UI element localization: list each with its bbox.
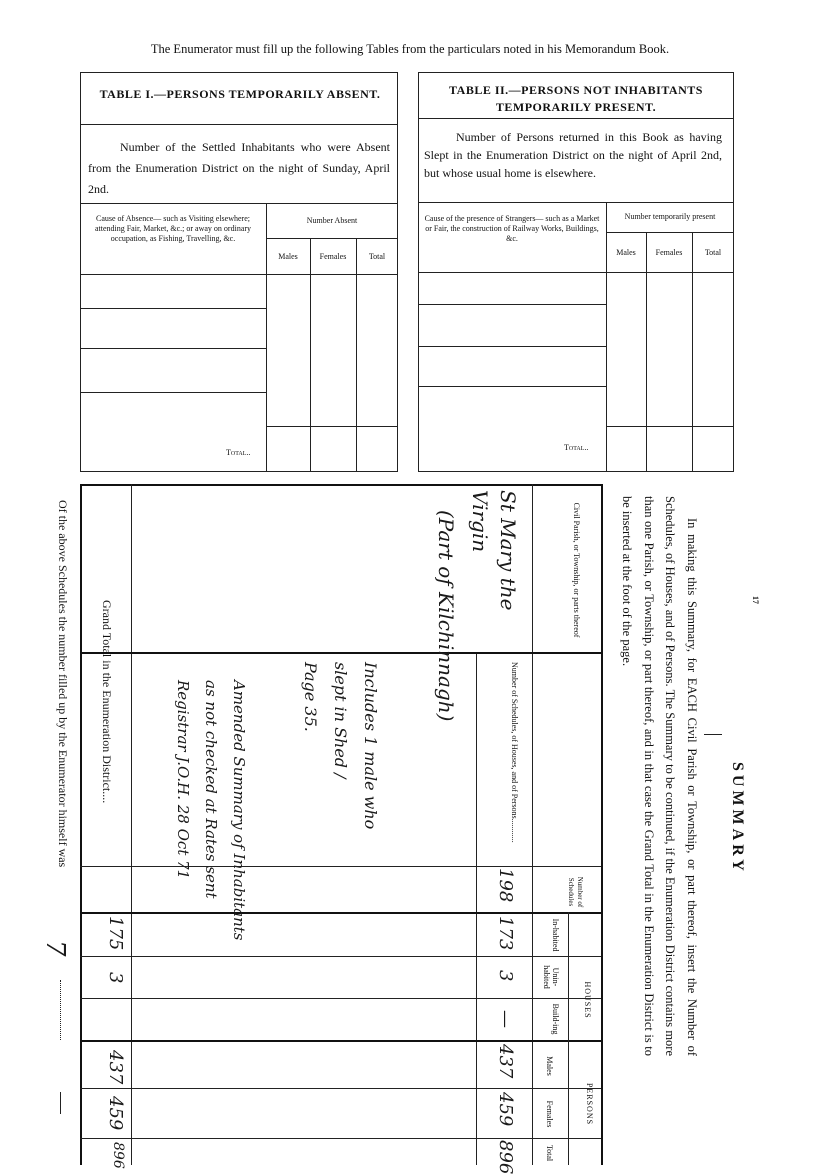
hw-parish-line1: St Mary the [496,490,520,611]
table2-description: Number of Persons returned in this Book as having Slept in the Enumeration District on the night of April 2nd, but whose usual home is elsewhere. [424,130,722,180]
table1-number-header: Number Absent [306,216,358,225]
footer-text: Of the above Schedules the number filled up by the Enumerator himself was [56,500,70,868]
header-uninhabited: Unin-habited [542,965,560,989]
hw-gt-total: 896 [110,1142,126,1169]
summary-instructions: In making this Summary, for EACH Civil Parish or Township, or part thereof, insert the Number of Schedules, of Houses, and of Persons. The Summary to be continued, if the Enumeration District contains more than one Parish, or Township, or part thereof, and in that case the Grand Total in the Enumeration District is to be inserted at the foot of the page. [620,496,699,1056]
hw-note6: Registrar J.O.H. 28 Oct 71 [174,680,192,880]
table1-col-females: Females [319,252,347,261]
hw-schedules: 198 [495,868,516,903]
hw-total: 896 [495,1140,516,1174]
table2-cause-header: Cause of the presence of Strangers— such as a Market or Fair, the construction of Railway Works, Buildings, &c. [424,214,600,243]
table1-box [80,72,398,472]
header-number-of: Number of Schedules, of Houses, and of Persons............ [510,662,519,843]
header-persons: PERSONS [585,1082,594,1126]
header-inhabited: In-habited [551,918,560,952]
header-total: Total [545,1144,554,1162]
hw-note5: as not checked at Rates sent [202,680,220,899]
table1-description: Number of the Settled Inhabitants who were Absent from the Enumeration District on the night of Sunday, April 2nd. [88,140,390,196]
hw-note4: Amended Summary of Inhabitants [230,680,248,941]
header-building: Build-ing [551,1003,560,1035]
hw-gt-females: 459 [105,1096,126,1131]
hw-gt-inhabited: 175 [105,916,126,951]
table1-col-total: Total [368,252,386,261]
hw-gt-uninhabited: 3 [105,972,126,984]
table1-title: TABLE I.—PERSONS TEMPORARILY ABSENT. [99,87,381,101]
hw-parish-line2: Virgin [468,490,492,553]
hw-parish-line3: (Part of Kilchinnagh) [434,510,458,722]
table1-col-males: Males [278,252,298,261]
table2-col-total: Total [704,248,722,257]
table2-col-males: Males [616,248,636,257]
hw-note3: Page 35. [301,662,320,732]
hw-building: — [495,1010,516,1028]
header-females: Females [545,1100,554,1128]
header-schedules: Number of Schedules [567,876,584,908]
hw-note1: Includes 1 male who [361,662,380,830]
table1-total-label: Total.. [226,448,251,457]
table2-total-label: Total.. [564,443,589,452]
hw-males: 437 [495,1044,516,1079]
table2-title: TABLE II.—PERSONS NOT INHABITANTS TEMPORARILY PRESENT. [449,83,703,114]
table1-cause-header: Cause of Absence— such as Visiting elsewhere; attending Fair, Market, &c.; or away on ordinary occupation, as Fishing, Travelling, &c. [94,214,252,243]
hw-note2: slept in Shed / [331,662,350,779]
page-number: 17 [751,596,760,604]
hw-females: 459 [495,1092,516,1127]
header-houses: HOUSES [583,981,592,1019]
instruction-text: The Enumerator must fill up the following Tables from the particulars noted in his Memorandum Book. [150,42,670,56]
hw-footer-value: 7 [40,940,70,957]
hw-inhabited: 173 [495,916,516,951]
header-civil-parish: Civil Parish, or Township, or parts thereof [572,502,581,638]
table2-number-header: Number temporarily present [624,212,716,221]
grand-total-label: Grand Total in the Enumeration District.... [100,600,114,804]
hw-gt-males: 437 [105,1050,126,1085]
summary-title: SUMMARY [729,762,746,875]
table2-col-females: Females [655,248,683,257]
header-males: Males [545,1056,554,1076]
hw-uninhabited: 3 [495,970,516,982]
